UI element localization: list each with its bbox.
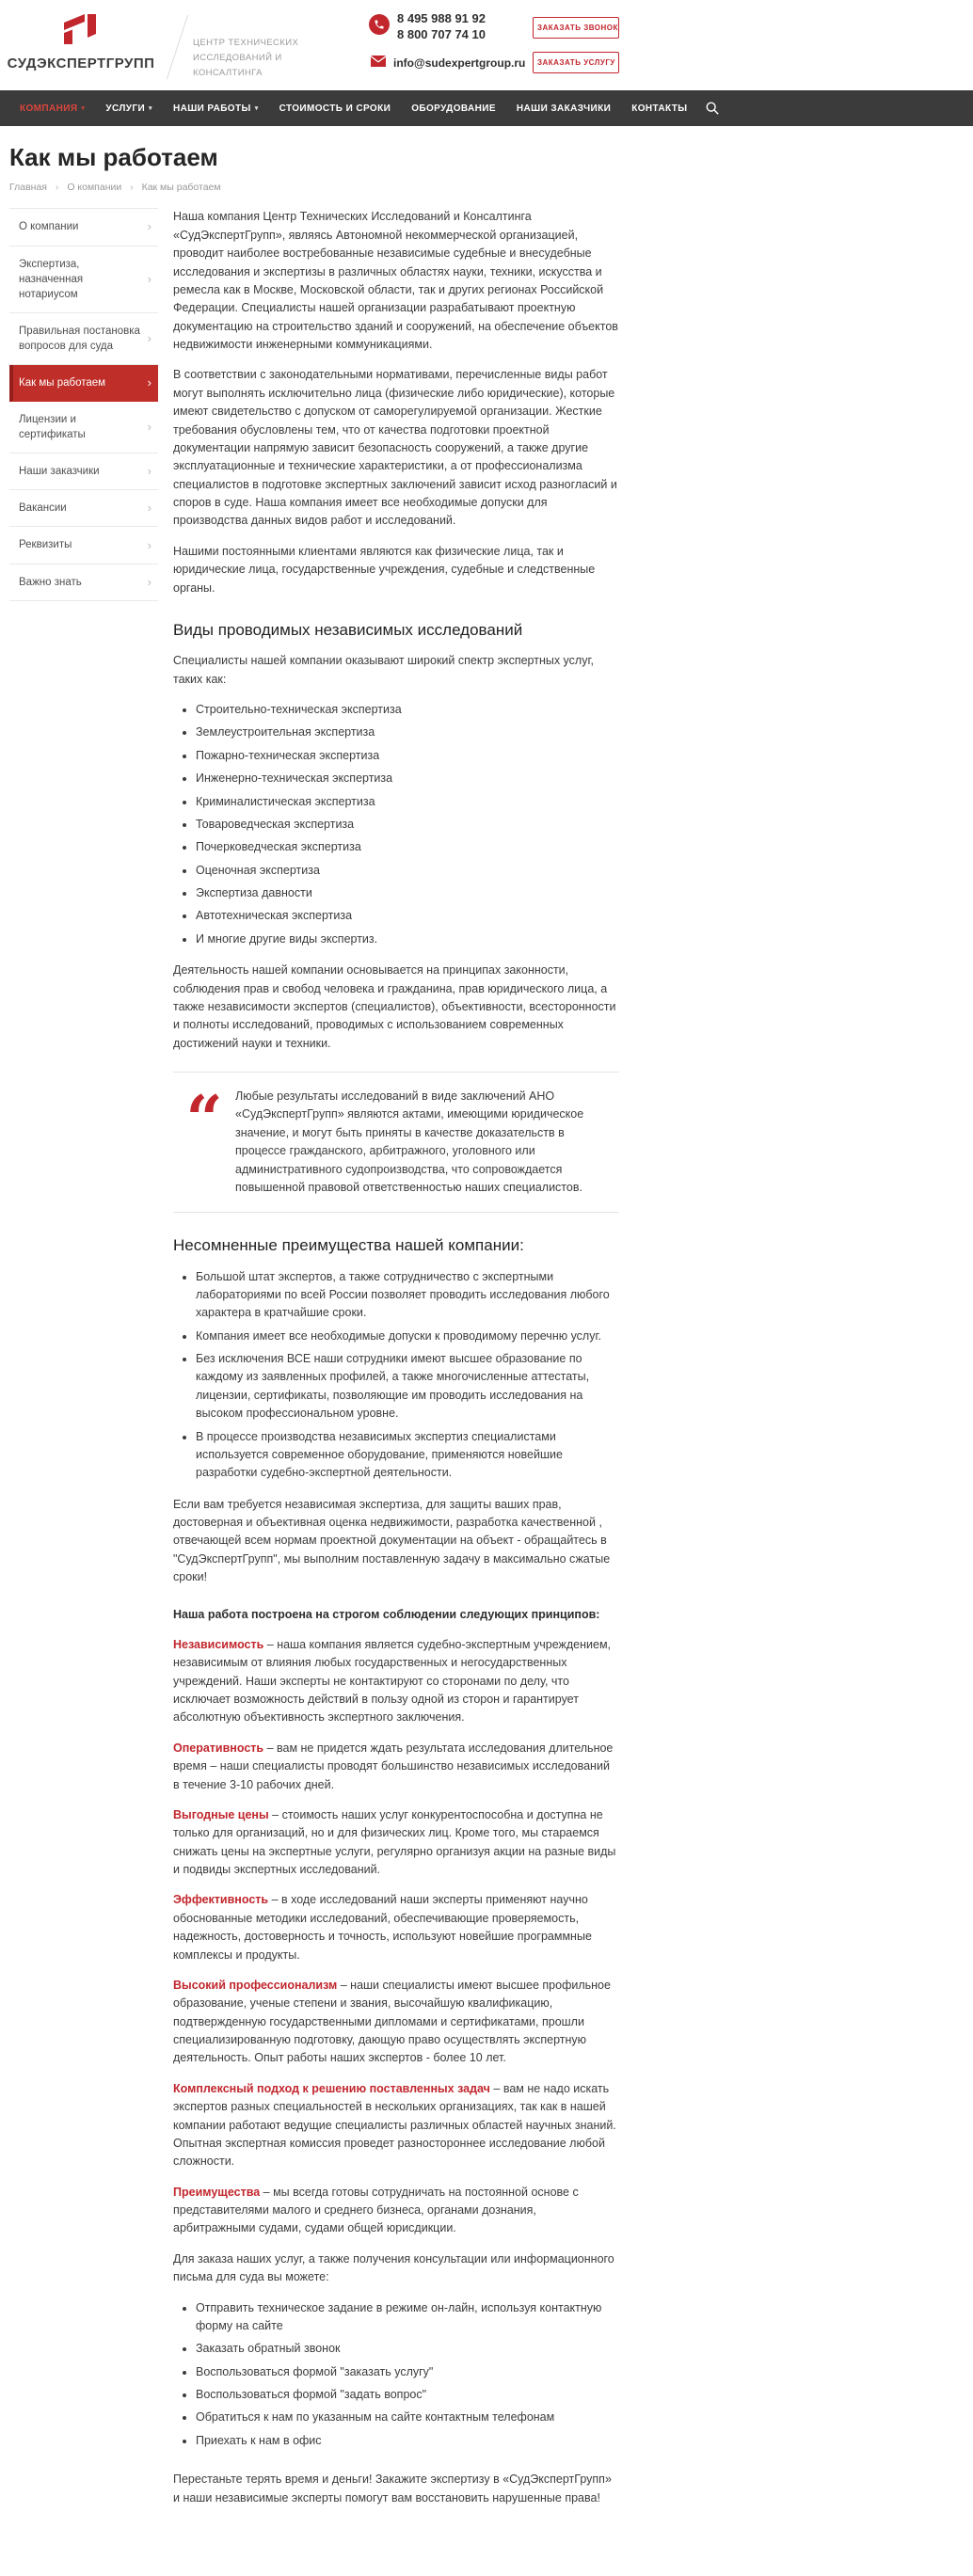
phone-number-2[interactable]: 8 800 707 74 10 (397, 26, 486, 41)
breadcrumb (9, 182, 619, 193)
principle-text: – наши специалисты имеют высшее профильное образование, ученые степени и звания, высочайшую квалификацию, подтвержденную государственными дипломами и сертификатами, прошли специализированную подготовку, дающую право осуществлять экспертную деятельность. Опыт работы наших экспертов - более 10 лет. (173, 1978, 611, 2065)
list-item: • Автотехническая экспертиза (196, 907, 619, 925)
sidebar-item-label: О компании (19, 221, 79, 233)
list-item: • Инженерно-техническая экспертиза (196, 770, 619, 787)
chevron-down-icon: ▾ (81, 105, 86, 113)
principles-heading: Наша работа построена на строгом соблюдении следующих принципов: (173, 1607, 600, 1621)
list-item: • Почерковедческая экспертиза (196, 838, 619, 856)
sidebar-item-how-we-work[interactable] (9, 365, 158, 402)
nav-item-equipment[interactable] (401, 90, 506, 126)
sidebar-item-requisites[interactable] (9, 527, 158, 564)
chevron-right-icon: › (147, 420, 152, 435)
chevron-right-icon: › (147, 464, 152, 479)
list-item: • Пожарно-техническая экспертиза (196, 747, 619, 765)
logo-icon (60, 11, 102, 52)
chevron-down-icon: ▾ (254, 105, 259, 113)
section-heading-advantages: Несомненные преимущества нашей компании: (173, 1236, 524, 1255)
nav-item-prices[interactable] (269, 90, 402, 126)
header-divider (167, 15, 188, 80)
section-heading-types: Виды проводимых независимых исследований (173, 620, 523, 639)
nav-label: КОМПАНИЯ (20, 103, 78, 114)
breadcrumb-separator-icon: › (130, 182, 134, 194)
principle-prices (173, 1806, 619, 1880)
breadcrumb-about[interactable]: О компании (67, 182, 122, 194)
sidebar (9, 208, 158, 600)
nav-label: НАШИ ЗАКАЗЧИКИ (516, 103, 612, 114)
sidebar-item-court-questions[interactable] (9, 313, 158, 365)
list-item: • В процессе производства независимых экспертиз специалистами используется современное оборудование, применяются новейшие разработки судебно-экспертной деятельности. (196, 1428, 619, 1483)
list-item: • Воспользоваться формой "заказать услугу" (196, 2363, 619, 2381)
principle-effectiveness (173, 1891, 619, 1964)
list-item: • Обратиться к нам по указанным на сайте контактным телефонам (196, 2409, 619, 2426)
list-item: • Товароведческая экспертиза (196, 816, 619, 834)
page-main (9, 143, 619, 2576)
intro-paragraph: Нашими постоянными клиентами являются как физические лица, так и юридические лица, государственные учреждения, судебные и следственные органы. (173, 544, 596, 595)
types-list (173, 701, 619, 948)
principle-lead: Выгодные цены (173, 1807, 269, 1821)
chevron-right-icon: › (147, 501, 152, 516)
principle-lead: Оперативность (173, 1741, 264, 1755)
principle-independence (173, 1636, 619, 1727)
principle-text: – мы всегда готовы сотрудничать на постоянной основе с представителями малого и среднего бизнеса, органами дознания, арбитражными судами, судами общей юрисдикции. (173, 2185, 579, 2235)
principle-lead: Преимущества (173, 2185, 261, 2199)
main-content (173, 208, 619, 2520)
list-item: • И многие другие виды экспертиз. (196, 930, 619, 948)
sidebar-item-label: Наши заказчики (19, 466, 100, 478)
email-link[interactable]: info@sudexpertgroup.ru (393, 56, 526, 70)
company-tagline (193, 36, 334, 81)
principle-lead: Высокий профессионализм (173, 1978, 338, 1992)
page-title: Как мы работаем (9, 143, 218, 172)
phone-number-1[interactable]: 8 495 988 91 92 (397, 11, 486, 25)
search-icon[interactable] (697, 90, 727, 126)
order-call-button[interactable]: ЗАКАЗАТЬ ЗВОНОК (533, 17, 619, 39)
principle-text: – стоимость наших услуг конкурентоспособна и доступна не только для организаций, но и для физических лиц. Кроме того, мы стараемся снижать цены на экспертные услуги, регулярно организуя акции на разные виды и подвиды экспертных исследований. (173, 1807, 616, 1877)
breadcrumb-home[interactable]: Главная (9, 182, 47, 194)
types-intro: Специалисты нашей компании оказывают широкий спектр экспертных услуг, таких как: (173, 654, 594, 686)
main-nav (0, 90, 973, 126)
nav-label: УСЛУГИ (105, 103, 146, 114)
principle-lead: Комплексный подход к решению поставленных задач (173, 2081, 490, 2095)
sidebar-item-label: Реквизиты (19, 539, 72, 551)
chevron-right-icon: › (147, 271, 152, 286)
list-item: • Без исключения ВСЕ наши сотрудники имеют высшее образование по каждому из заявленных профилей, а также многочисленные аттестаты, лицензии, сертификаты, позволяющие им проводить исследования на высоком профессиональном уровне. (196, 1350, 619, 1423)
principle-professionalism (173, 1977, 619, 2068)
principle-speed (173, 1740, 619, 1794)
principle-lead: Эффективность (173, 1893, 269, 1907)
list-item: • Воспользоваться формой "задать вопрос" (196, 2386, 619, 2404)
principle-advantages (173, 2184, 619, 2238)
sidebar-item-clients[interactable] (9, 453, 158, 490)
intro-paragraph: Наша компания Центр Технических Исследований и Консалтинга «СудЭкспертГрупп», являясь Автономной некоммерческой организацией, проводит наиболее востребованные независимые судебные и внесудебные исследования и экспертизы в различных областях науки, техники, искусства и ремесла как в Москве, Московской области, так и других регионах Российской Федерации. Специалисты нашей организации разрабатывают проектную документацию на строительство зданий и сооружений, на обеспечение объектов недвижимости инженерными коммуникациями. (173, 210, 618, 352)
list-item: • Отправить техническое задание в режиме он-лайн, используя контактную форму на сайте (196, 2299, 619, 2336)
order-intro: Для заказа наших услуг, а также получения консультации или информационного письма для суда вы можете: (173, 2251, 614, 2284)
sidebar-item-label: Правильная постановка вопросов для суда (19, 325, 140, 352)
chevron-down-icon: ▾ (149, 105, 152, 113)
nav-label: КОНТАКТЫ (631, 103, 688, 114)
principle-text: – наша компания является судебно-экспертным учреждением, независимым от влияния любых государственных и негосударственных учреждений. Наши эксперты не контактируют со сторонами по делу, что исключает возможность действий в пользу одной из сторон и гарантирует абсолютную объективность экспертного заключения. (173, 1637, 612, 1725)
header-buttons (533, 17, 619, 73)
chevron-right-icon: › (147, 330, 152, 345)
nav-item-clients[interactable] (506, 90, 621, 126)
logo-title: СУДЭКСПЕРТГРУПП (7, 56, 155, 72)
intro-paragraph: В соответствии с законодательными нормативами, перечисленные виды работ могут выполнять исключительно лица (физические либо юридические), которые имеют свидетельство с допуском от саморегулируемой организации. Жесткие требования обусловлены тем, что от качества подготовки проектной документации напрямую зависит безопасность сооружений, а также другие эксплуатационные и технические характеристики, а от профессионализма специалистов в подготовке экспертных заключений зависит исход разногласий и споров в суде. Наша компания имеет все необходимые допуски для производства данных видов работ и исследований. (173, 368, 617, 528)
list-item: • Строительно-техническая экспертиза (196, 701, 619, 719)
list-item: • Землеустроительная экспертиза (196, 724, 619, 741)
principle-text: – вам не придется ждать результата исследования длительное время – наши специалисты проводят большинство независимых исследований в течение 3-10 рабочих дней. (173, 1741, 614, 1791)
header-contacts (369, 11, 526, 72)
chevron-right-icon: › (147, 537, 152, 552)
quote-text: Любые результаты исследований в виде заключений АНО «СудЭкспертГрупп» являются актами, имеющими юридическое значение, и могут быть приняты в качестве доказательств в процессе гражданского, арбитражного, уголовного или административного судопроизводства, что сопровождается повышенной правовой ответственностью наших специалистов. (235, 1089, 584, 1194)
chevron-right-icon: › (147, 219, 152, 234)
phone-icon (369, 14, 390, 35)
sidebar-item-label: Вакансии (19, 502, 67, 515)
sidebar-item-label: Лицензии и сертификаты (19, 414, 86, 441)
nav-item-contacts[interactable] (621, 90, 697, 126)
breadcrumb-current: Как мы работаем (141, 182, 221, 194)
list-item: • Большой штат экспертов, а также сотрудничество с экспертными лабораториями по всей России позволяет проводить исследования любого характера в кратчайшие сроки. (196, 1268, 619, 1323)
order-service-button[interactable]: ЗАКАЗАТЬ УСЛУГУ (533, 52, 619, 73)
principle-lead: Независимость (173, 1637, 264, 1651)
activity-paragraph: Деятельность нашей компании основывается на принципах законности, соблюдения прав и свобод человека и гражданина, прав юридического лица, а также независимости экспертов (специалистов), объективности, всесторонности и полноты исследований, проводимых с использованием современных достижений науки и техники. (173, 963, 616, 1050)
nav-label: НАШИ РАБОТЫ (172, 103, 251, 114)
list-item: • Экспертиза давности (196, 884, 619, 902)
list-item: • Приехать к нам в офис (196, 2432, 619, 2450)
logo[interactable] (7, 11, 155, 72)
sidebar-item-licenses[interactable] (9, 402, 158, 453)
chevron-right-icon: › (147, 574, 152, 589)
principle-text: – в ходе исследований наши эксперты применяют научно обоснованные методики исследований, обеспечивающие проверяемость, надежность, достоверность и точность, используют новейшие программные комплексы и продукты. (173, 1893, 592, 1962)
order-options-list (173, 2299, 619, 2451)
principle-complex-approach (173, 2080, 619, 2171)
list-item: • Оценочная экспертиза (196, 862, 619, 880)
chevron-right-icon: › (147, 374, 152, 390)
breadcrumb-separator-icon: › (55, 182, 59, 194)
nav-label: ОБОРУДОВАНИЕ (411, 103, 496, 114)
quote-icon: “ (185, 1082, 223, 1158)
nav-item-our-works[interactable] (163, 90, 269, 126)
quote-block (173, 1072, 619, 1213)
after-advantages-paragraph: Если вам требуется независимая экспертиза, для защиты ваших прав, достоверная и объективная оценка недвижимости, разработка качественной , отвечающей всем нормам проектной документации на объект - обращайтесь в "СудЭкспертГрупп", мы выполним поставленную задачу в максимально сжатые сроки! (173, 1497, 611, 1584)
list-item: • Заказать обратный звонок (196, 2340, 619, 2358)
nav-item-services[interactable] (95, 90, 163, 126)
principle-text: – вам не надо искать экспертов разных специальностей в нескольких организациях, так как в нашей компании работают ведущие специалисты различных областей научных знаний. Опытная экспертная комиссия проведет разностороннее исследование любой сложности. (173, 2081, 616, 2169)
sidebar-item-notary-expertise[interactable] (9, 246, 158, 313)
sidebar-item-label: Как мы работаем (19, 376, 106, 389)
list-item: • Компания имеет все необходимые допуски к проводимому перечню услуг. (196, 1328, 619, 1345)
sidebar-item-important[interactable] (9, 564, 158, 601)
tagline-line-2: ИССЛЕДОВАНИЙ И КОНСАЛТИНГА (193, 53, 282, 79)
sidebar-item-about[interactable] (9, 209, 158, 246)
nav-item-company[interactable] (9, 90, 95, 126)
final-cta: Перестаньте терять время и деньги! Закажите экспертизу в «СудЭкспертГрупп» и наши независимые эксперты помогут вам восстановить нарушенные права! (173, 2473, 612, 2504)
advantages-list (173, 1268, 619, 1483)
sidebar-item-label: Экспертиза, назначенная нотариусом (19, 258, 84, 300)
tagline-line-1: ЦЕНТР ТЕХНИЧЕСКИХ (193, 38, 299, 48)
sidebar-item-vacancies[interactable] (9, 490, 158, 527)
sidebar-item-label: Важно знать (19, 576, 82, 588)
nav-label: СТОИМОСТЬ И СРОКИ (279, 103, 391, 114)
list-item: • Криминалистическая экспертиза (196, 793, 619, 811)
email-icon (371, 55, 393, 72)
site-header (0, 0, 973, 90)
